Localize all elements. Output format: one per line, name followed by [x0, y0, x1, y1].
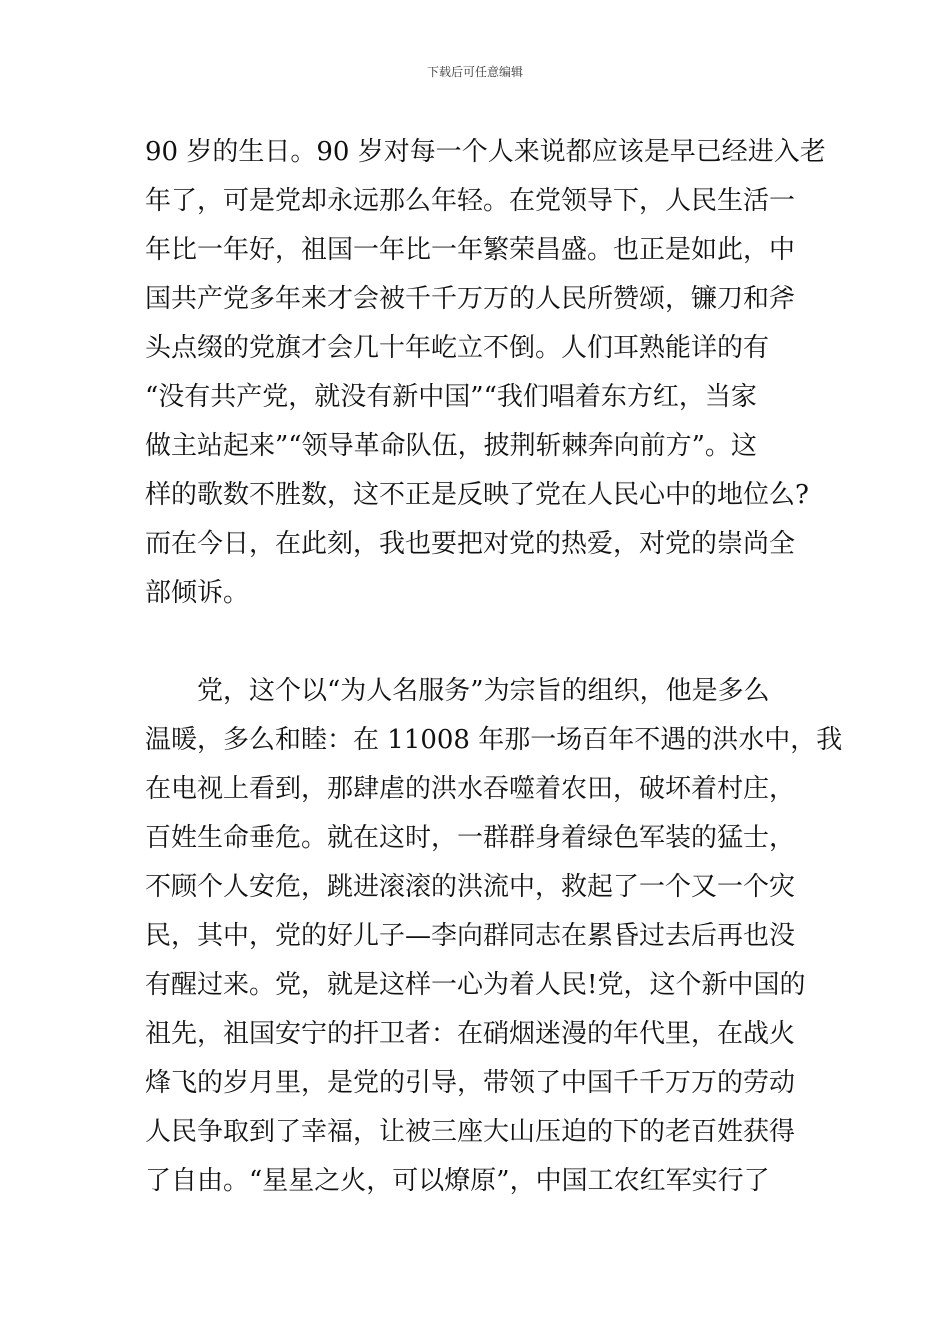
paragraph-1: [145, 128, 826, 618]
text-line: 做主站起来”“领导革命队伍，披荆斩棘奔向前方”。这: [145, 431, 757, 461]
text-line: 祖先，祖国安宁的扞卫者：在硝烟迷漫的年代里，在战火: [145, 1019, 796, 1049]
text-line: 人民争取到了幸福，让被三座大山压迫的下的老百姓获得: [145, 1117, 796, 1147]
text-line: 了自由。“星星之火，可以燎原”，中国工农红军实行了: [145, 1166, 770, 1196]
text-line: 样的歌数不胜数，这不正是反映了党在人民心中的地位么?: [145, 480, 809, 510]
text-line: 党，这个以“为人名服务”为宗旨的组织，他是多么: [145, 676, 770, 706]
text-line: 年了，可是党却永远那么年轻。在党领导下，人民生活一: [145, 186, 796, 216]
paragraph-2: [145, 667, 843, 1206]
text-line: 部倾诉。: [145, 578, 250, 608]
paragraph-spacer: [145, 618, 809, 667]
text-line: 温暖，多么和睦：在 11008 年那一场百年不遇的洪水中，我: [145, 725, 843, 755]
text-line: 百姓生命垂危。就在这时，一群群身着绿色军装的猛士，: [145, 823, 796, 853]
page-header: 下载后可任意编辑: [426, 65, 523, 79]
text-line: 民，其中，党的好儿子—李向群同志在累昏过去后再也没: [145, 921, 796, 951]
text-line: “没有共产党，就没有新中国”“我们唱着东方红，当家: [145, 382, 757, 412]
text-line: 国共产党多年来才会被千千万万的人民所赞颂，镰刀和斧: [145, 284, 796, 314]
document-body: [145, 128, 843, 1206]
text-line: 而在今日，在此刻，我也要把对党的热爱，对党的崇尚全: [145, 529, 796, 559]
text-line: 烽飞的岁月里，是党的引导，带领了中国千千万万的劳动: [145, 1068, 796, 1098]
text-line: 在电视上看到，那肆虐的洪水吞噬着农田，破坏着村庄，: [145, 774, 796, 804]
text-line: 年比一年好，祖国一年比一年繁荣昌盛。也正是如此，中: [145, 235, 796, 265]
text-line: 头点缀的党旗才会几十年屹立不倒。人们耳熟能详的有: [145, 333, 770, 363]
text-line: 90 岁的生日。90 岁对每一个人来说都应该是早已经进入老: [145, 137, 826, 167]
text-line: 有醒过来。党，就是这样一心为着人民!党，这个新中国的: [145, 970, 806, 1000]
text-line: 不顾个人安危，跳进滚滚的洪流中，救起了一个又一个灾: [145, 872, 796, 902]
